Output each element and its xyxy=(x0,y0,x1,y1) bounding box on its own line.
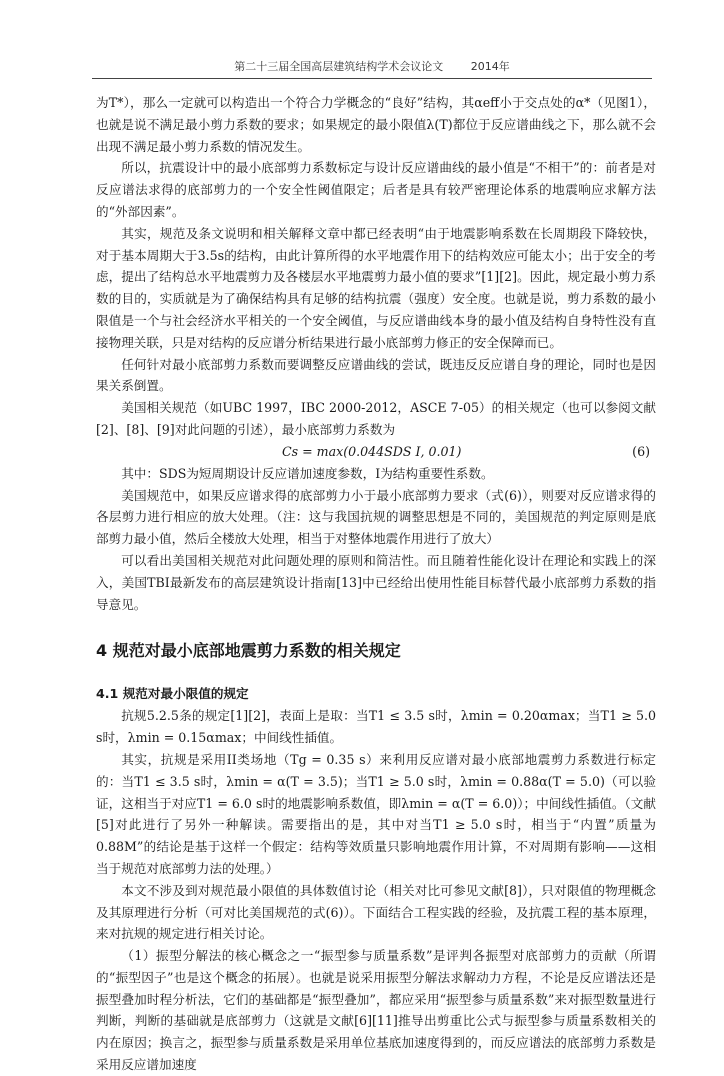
header-year: 2014年 xyxy=(470,60,510,73)
body-paragraph: 美国规范中，如果反应谱求得的底部剪力小于最小底部剪力要求（式(6)），则要对反应谱求得的各层剪力进行相应的放大处理。（注：这与我国抗规的调整思想是不同的，美国规范的判定原则是底部剪力最小值，然后全楼放大处理，相当于对整体地震作用进行了放大） xyxy=(96,487,656,547)
equation-6 xyxy=(96,441,656,463)
page-header xyxy=(92,58,652,79)
body-paragraph: （1）振型分解法的核心概念之一“振型参与质量系数”是评判各振型对底部剪力的贡献（所谓的“振型因子”也是这个概念的拓展）。也就是说采用振型分解法求解动力方程，不论是反应谱法还是振型叠加时程分析法，它们的基础都是“振型叠加”，都应采用“振型参与质量系数”来对振型数量进行判断，判断的基础就是底部剪力（这就是文献[6][11]推导出剪重比公式与振型参与质量系数相关的内在原因；换言之，振型参与质量系数是采用单位基底加速度得到的，而反应谱法的底部剪力系数是采用反应谱加速度 xyxy=(96,948,656,1073)
body-paragraph: 美国相关规范（如UBC 1997，IBC 2000-2012，ASCE 7-05）的相关规定（也可以参阅文献[2]、[8]、[9]对此问题的引述），最小底部剪力系数为 xyxy=(96,400,656,437)
body-paragraph: 本文不涉及到对规范最小限值的具体数值讨论（相关对比可参见文献[8]），只对限值的物理概念及其原理进行分析（可对比美国规范的式(6)）。下面结合工程实践的经验，及抗震工程的基本原理，来对抗规的规定进行相关讨论。 xyxy=(96,882,656,942)
body-paragraph: 其中：SDS为短周期设计反应谱加速度参数，I为结构重要性系数。 xyxy=(121,465,494,481)
body-paragraph: 可以看出美国相关规范对此问题处理的原则和简洁性。而且随着性能化设计在理论和实践上的深入，美国TBI最新发布的高层建筑设计指南[13]中已经给出使用性能目标替代最小底部剪力系数的指导意见。 xyxy=(96,552,656,612)
body-paragraph: 其实，规范及条文说明和相关解释文章中都已经表明“由于地震影响系数在长周期段下降较快，对于基本周期大于3.5s的结构，由此计算所得的水平地震作用下的结构效应可能太小；出于安全的考虑，提出了结构总水平地震剪力及各楼层水平地震剪力最小值的要求”[1][2]。因此，规定最小剪力系数的目的，实质就是为了确保结构具有足够的结构抗震（强度）安全度。也就是说，剪力系数的最小限值是一个与社会经济水平相关的一个安全阈值，与反应谱曲线本身的最小值及结构自身特性没有直接物理关联，只是对结构的反应谱分析结果进行最小底部剪力修正的安全保障而已。 xyxy=(96,225,656,350)
body-paragraph: 抗规5.2.5条的规定[1][2]，表面上是取：当T1 ≤ 3.5 s时，λmin = 0.20αmax；当T1 ≥ 5.0 s时，λmin = 0.15αmax；中间线性插值。 xyxy=(96,708,656,746)
body-paragraph: 任何针对最小底部剪力系数而要调整反应谱曲线的尝试，既违反反应谱自身的理论，同时也是因果关系倒置。 xyxy=(96,356,656,394)
equation-expression: Cs = max(0.044SDS I, 0.01) xyxy=(282,443,462,459)
equation-number: (6) xyxy=(632,443,650,459)
subsection-heading: 4.1 规范对最小限值的规定 xyxy=(96,686,249,702)
section-heading: 4 规范对最小底部地震剪力系数的相关规定 xyxy=(96,641,401,661)
conference-title: 第二十三届全国高层建筑结构学术会议论文 xyxy=(234,60,444,73)
body-paragraph: 其实，抗规是采用II类场地（Tg = 0.35 s）来利用反应谱对最小底部地震剪力系数进行标定的：当T1 ≤ 3.5 s时，λmin = α(T = 3.5)；当T1 ≥ 5.0 s时，λmin = 0.88α(T = 5.0)（可以验证，这相当于对应T1 = 6.0 s时的地震影响系数值，即λmin = α(T = 6.0)）；中间线性插值。（文献[5]对此进行了另外一种解读。需要指出的是，其中对当T1 ≥ 5.0 s时，相当于“内置”质量为0.88M”的结论是基于这样一个假定：结构等效质量只影响地震作用计算，不对周期有影响——这相当于规范对底部剪力法的处理。） xyxy=(96,751,656,876)
body-paragraph: 所以，抗震设计中的最小底部剪力系数标定与设计反应谱曲线的最小值是“不相干”的：前者是对反应谱法求得的底部剪力的一个安全性阈值限定；后者是具有较严密理论体系的地震响应求解方法的“外部因素”。 xyxy=(96,160,656,219)
body-paragraph: 为T*），那么一定就可以构造出一个符合力学概念的“良好”结构，其αeff小于交点处的α*（见图1），也就是说不满足最小剪力系数的要求；如果规定的最小限值λ(T)都位于反应谱曲线之下，那么就不会出现不满足最小剪力系数的情况发生。 xyxy=(96,95,656,154)
page-body xyxy=(96,92,656,1076)
